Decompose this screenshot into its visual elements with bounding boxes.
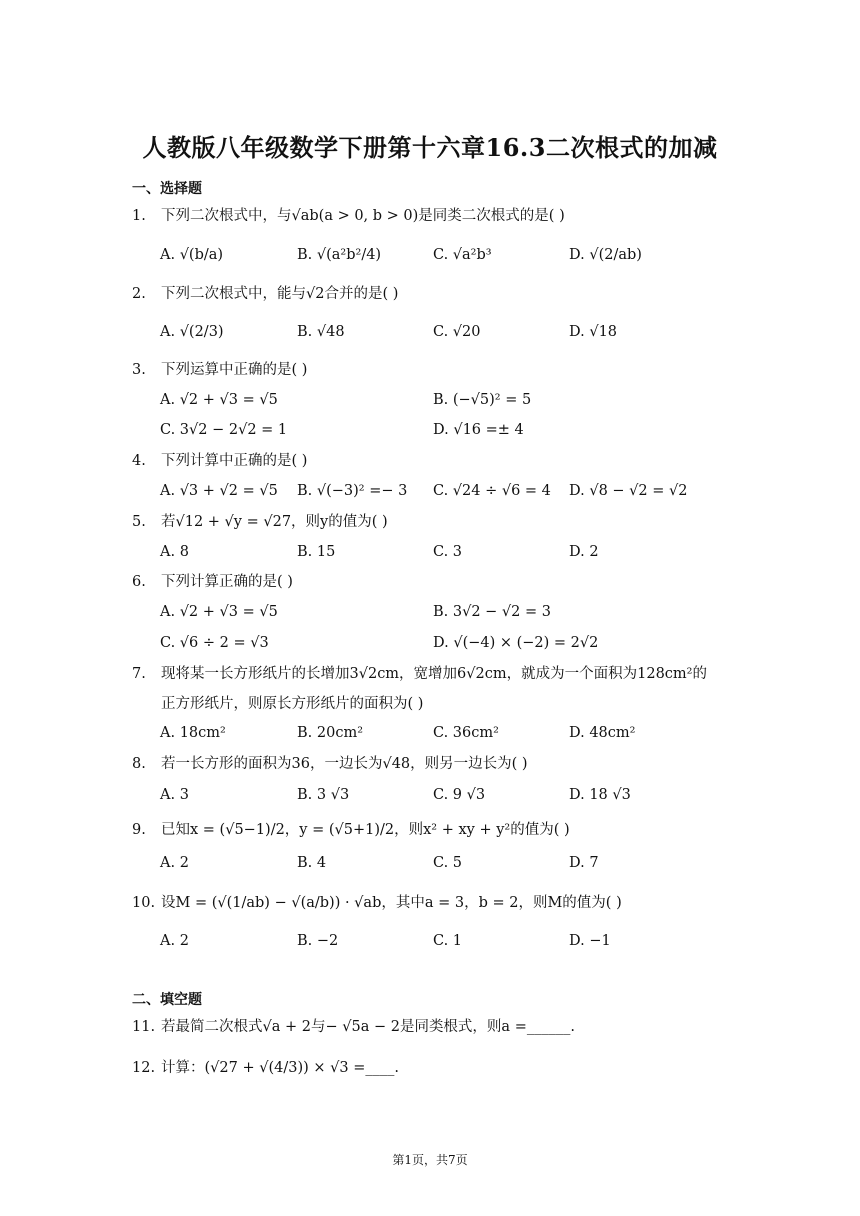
question-text: 下列二次根式中，与√ab(a > 0, b > 0)是同类二次根式的是( ) — [161, 208, 565, 224]
option-c: C. 5 — [433, 855, 463, 871]
option-b: B. 3√2 − √2 = 3 — [433, 604, 551, 620]
question-number: 11. — [132, 1019, 156, 1035]
question-text: 若√12 + √y = √27，则y的值为( ) — [161, 514, 388, 530]
option-c: C. √20 — [433, 324, 481, 340]
option-d: D. 2 — [569, 544, 599, 560]
option-c: C. √a²b³ — [433, 247, 492, 263]
option-a: A. 2 — [160, 855, 189, 871]
question-number: 8. — [132, 756, 146, 772]
question-text: 下列运算中正确的是( ) — [161, 362, 308, 378]
option-a: A. 3 — [160, 787, 189, 803]
option-b: B. 4 — [297, 855, 327, 871]
question-number: 2. — [132, 286, 146, 302]
question-text: 正方形纸片，则原长方形纸片的面积为( ) — [161, 696, 424, 712]
option-d: D. −1 — [569, 933, 611, 949]
option-c: C. √6 ÷ 2 = √3 — [160, 635, 269, 651]
option-c: C. 3√2 − 2√2 = 1 — [160, 422, 288, 438]
question-text: 设M = (√(1/ab) − √(a/b)) · √ab，其中a = 3，b = 2，则M的值为( ) — [161, 895, 622, 911]
option-c: C. 9 √3 — [433, 787, 486, 803]
option-a: A. √2 + √3 = √5 — [160, 392, 278, 408]
page-title: 人教版八年级数学下册第十六章16.3二次根式的加减 — [142, 133, 718, 162]
option-c: C. 1 — [433, 933, 463, 949]
section-heading-fill-blank: 二、填空题 — [132, 992, 202, 1008]
option-a: A. 18cm² — [160, 725, 226, 741]
option-a: A. 8 — [160, 544, 189, 560]
option-b: B. −2 — [297, 933, 339, 949]
option-c: C. √24 ÷ √6 = 4 — [433, 483, 551, 499]
section-heading-choice: 一、选择题 — [132, 181, 202, 197]
option-c: C. 36cm² — [433, 725, 499, 741]
question-text: 若最简二次根式√a + 2与− √5a − 2是同类根式，则a =______. — [161, 1019, 575, 1035]
page-footer: 第1页，共7页 — [392, 1153, 468, 1167]
option-d: D. 18 √3 — [569, 787, 631, 803]
option-a: A. 2 — [160, 933, 189, 949]
question-text: 下列计算中正确的是( ) — [161, 453, 308, 469]
option-d: D. 48cm² — [569, 725, 636, 741]
option-b: B. (−√5)² = 5 — [433, 392, 532, 408]
question-number: 9. — [132, 822, 146, 838]
question-text: 现将某一长方形纸片的长增加3√2cm，宽增加6√2cm，就成为一个面积为128cm²的 — [161, 666, 707, 682]
question-number: 5. — [132, 514, 146, 530]
question-number: 6. — [132, 574, 146, 590]
option-b: B. 20cm² — [297, 725, 364, 741]
question-number: 4. — [132, 453, 146, 469]
option-b: B. 15 — [297, 544, 336, 560]
option-d: D. √16 =± 4 — [433, 422, 524, 438]
option-b: B. 3 √3 — [297, 787, 350, 803]
option-a: A. √3 + √2 = √5 — [160, 483, 278, 499]
question-text: 计算：(√27 + √(4/3)) × √3 =____. — [161, 1060, 399, 1076]
question-number: 7. — [132, 666, 146, 682]
option-d: D. √8 − √2 = √2 — [569, 483, 688, 499]
question-number: 1. — [132, 208, 146, 224]
option-d: D. √(2/ab) — [569, 247, 642, 263]
option-a: A. √2 + √3 = √5 — [160, 604, 278, 620]
option-a: A. √(2/3) — [160, 324, 224, 340]
question-text: 若一长方形的面积为36，一边长为√48，则另一边长为( ) — [161, 756, 528, 772]
question-text: 下列二次根式中，能与√2合并的是( ) — [161, 286, 399, 302]
question-number: 10. — [132, 895, 156, 911]
option-b: B. √(a²b²/4) — [297, 247, 382, 263]
option-d: D. 7 — [569, 855, 599, 871]
option-a: A. √(b/a) — [160, 247, 224, 263]
question-number: 3. — [132, 362, 146, 378]
question-text: 下列计算正确的是( ) — [161, 574, 293, 590]
question-text: 已知x = (√5−1)/2，y = (√5+1)/2，则x² + xy + y²的值为( ) — [161, 822, 570, 838]
option-b: B. √48 — [297, 324, 345, 340]
question-number: 12. — [132, 1060, 156, 1076]
option-c: C. 3 — [433, 544, 463, 560]
option-d: D. √18 — [569, 324, 618, 340]
option-b: B. √(−3)² =− 3 — [297, 483, 408, 499]
option-d: D. √(−4) × (−2) = 2√2 — [433, 635, 599, 651]
